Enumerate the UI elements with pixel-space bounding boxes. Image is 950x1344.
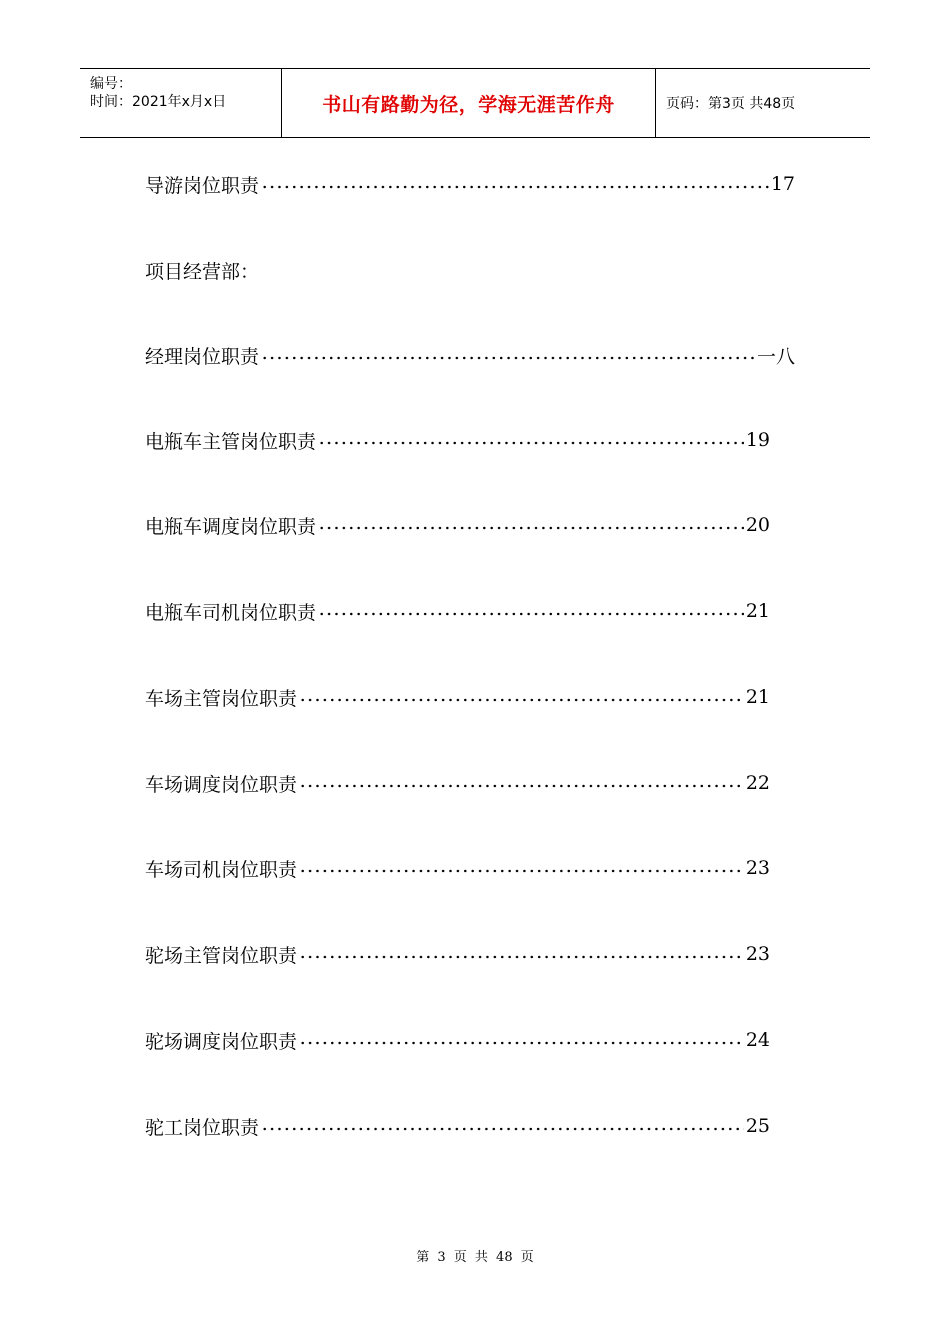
toc-entry-page: 一八 — [756, 345, 795, 368]
toc-entry[interactable] — [145, 425, 770, 455]
toc-entry-page: 20 — [745, 514, 770, 536]
toc-entry[interactable] — [145, 510, 770, 540]
toc-entry[interactable] — [145, 596, 770, 626]
header-page-cell — [656, 69, 870, 137]
toc-entry-title: 电瓶车调度岗位职责 — [145, 515, 317, 538]
toc-leader-dots — [299, 1041, 744, 1045]
toc-entry-page: 21 — [745, 600, 770, 622]
toc-entry-page: 22 — [745, 772, 770, 794]
page-footer: 第 3 页 共 48 页 — [416, 1250, 534, 1265]
toc-entry-title: 导游岗位职责 — [145, 174, 260, 197]
document-time-label: 时间：2021年x月x日 — [90, 94, 227, 110]
toc-leader-dots — [261, 356, 755, 360]
header-motto-cell — [282, 69, 656, 137]
toc-entry-title: 驼场主管岗位职责 — [145, 944, 298, 967]
toc-leader-dots — [299, 784, 744, 788]
toc-entry-page: 25 — [745, 1115, 770, 1137]
toc-leader-dots — [318, 441, 744, 445]
toc-entry[interactable] — [145, 1111, 770, 1141]
toc-entry-title: 电瓶车主管岗位职责 — [145, 430, 317, 453]
toc-entry[interactable] — [145, 853, 770, 883]
toc-leader-dots — [299, 698, 744, 702]
toc-entry[interactable] — [145, 682, 770, 712]
toc-entry[interactable] — [145, 768, 770, 798]
toc-entry[interactable] — [145, 340, 795, 370]
toc-leader-dots — [261, 1127, 744, 1131]
toc-entry[interactable] — [145, 939, 770, 969]
header-motto: 书山有路勤为径，学海无涯苦作舟 — [322, 93, 615, 116]
toc-entry-page: 19 — [745, 429, 770, 451]
document-number-label: 编号： — [90, 76, 132, 92]
toc-entry[interactable] — [145, 1025, 770, 1055]
toc-leader-dots — [299, 869, 744, 873]
toc-entry-page: 23 — [745, 943, 770, 965]
toc-entry[interactable] — [145, 169, 795, 199]
toc-leader-dots — [261, 185, 769, 189]
toc-entry-title: 车场调度岗位职责 — [145, 773, 298, 796]
toc-entry-title: 车场主管岗位职责 — [145, 687, 298, 710]
toc-leader-dots — [299, 955, 744, 959]
toc-entry-title: 驼工岗位职责 — [145, 1116, 260, 1139]
toc-entry-page: 17 — [770, 173, 795, 195]
toc-entry-title: 电瓶车司机岗位职责 — [145, 601, 317, 624]
header-page-label: 页码：第3页 共48页 — [666, 96, 796, 112]
section-heading: 项目经营部： — [145, 261, 260, 283]
toc-entry-page: 24 — [745, 1029, 770, 1051]
header-meta — [80, 69, 282, 137]
toc-entry-title: 车场司机岗位职责 — [145, 858, 298, 881]
toc-leader-dots — [318, 526, 744, 530]
toc-entry-title: 经理岗位职责 — [145, 345, 260, 368]
toc-leader-dots — [318, 612, 744, 616]
page-header — [80, 68, 870, 138]
toc-entry-title: 驼场调度岗位职责 — [145, 1030, 298, 1053]
toc-entry-page: 21 — [745, 686, 770, 708]
toc-entry-page: 23 — [745, 857, 770, 879]
